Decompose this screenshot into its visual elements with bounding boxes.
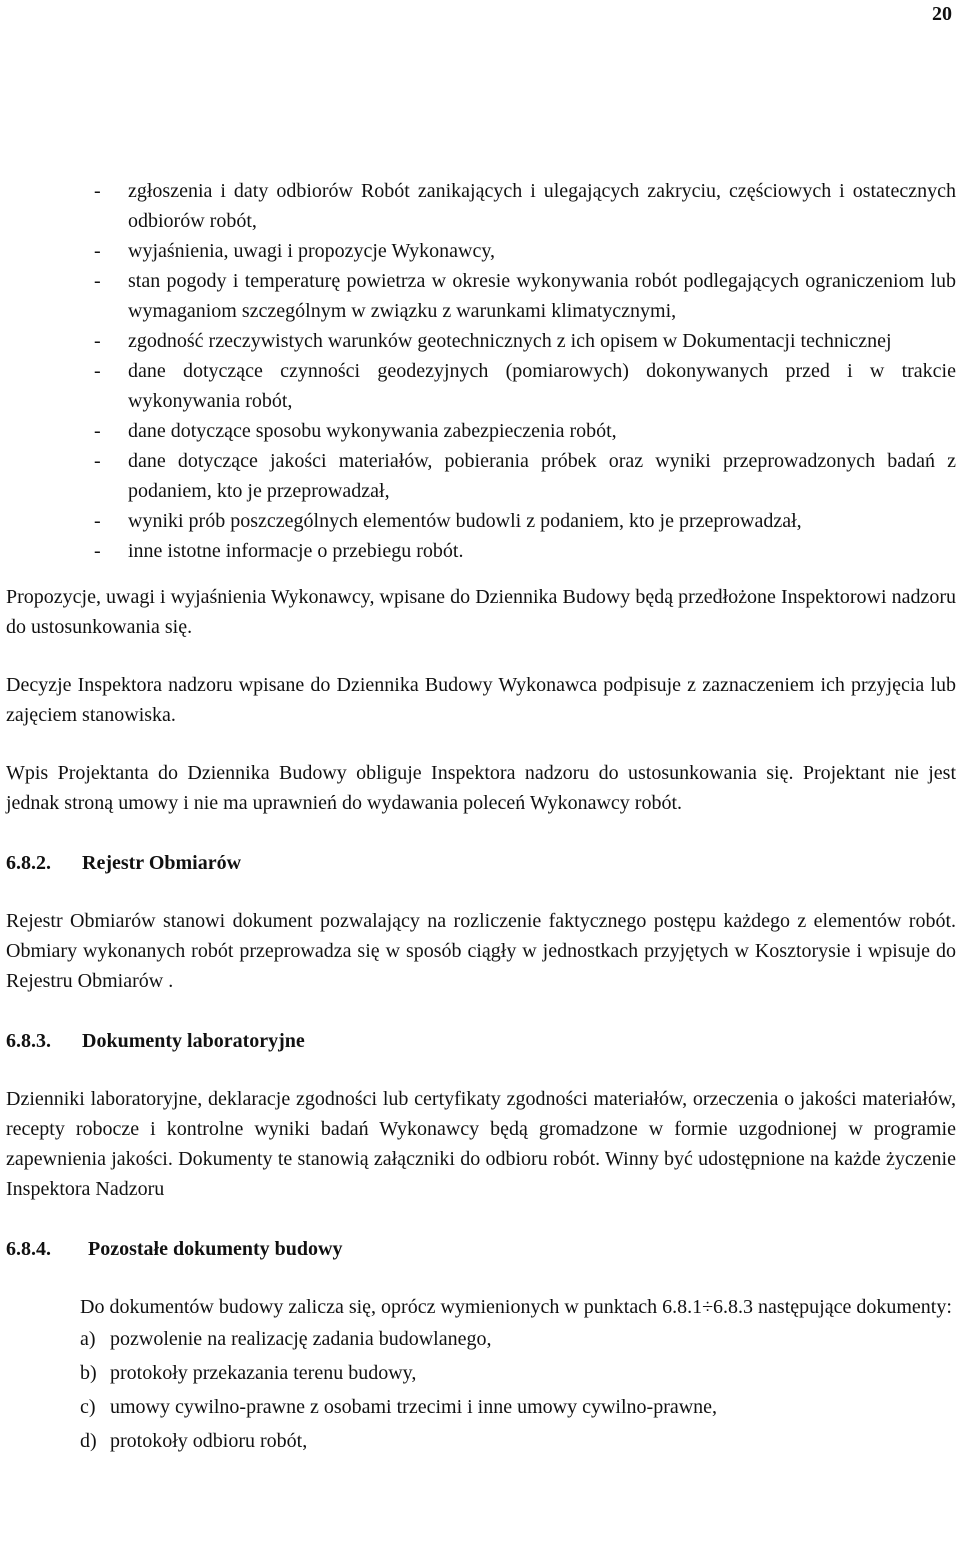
section-heading: [6, 848, 956, 878]
paragraph-designer-entry: Wpis Projektanta do Dziennika Budowy obliguje Inspektora nadzoru do ustosunkowania się. Projektant nie jest jednak stroną umowy i nie ma uprawnień do wydawania poleceń Wykonawcy robót.: [6, 762, 956, 814]
section-body: Rejestr Obmiarów stanowi dokument pozwalający na rozliczenie faktycznego postępu każdego z elementów robót. Obmiary wykonanych robót przeprowadza się w sposób ciągły w jednostkach przyjętych w Kosztorysie i wpisuje do Rejestru Obmiarów .: [6, 910, 956, 992]
page-number: 20: [932, 3, 952, 25]
list-label: a): [80, 1328, 96, 1350]
list-item: [80, 1424, 956, 1458]
list-dash: -: [94, 360, 101, 382]
list-item-text: zgłoszenia i daty odbiorów Robót zanikających i ulegających zakryciu, częściowych i ostatecznych odbiorów robót,: [128, 180, 956, 232]
list-item-text: wyjaśnienia, uwagi i propozycje Wykonawcy,: [128, 240, 496, 262]
section-number: 6.8.2.: [6, 852, 51, 874]
list-item: [92, 416, 956, 446]
section-heading: [6, 1234, 956, 1264]
list-item: [80, 1356, 956, 1390]
list-item: [92, 506, 956, 536]
section-title: Pozostałe dokumenty budowy: [88, 1238, 343, 1260]
list-item-text: dane dotyczące czynności geodezyjnych (pomiarowych) dokonywanych przed i w trakcie wykonywania robót,: [128, 360, 956, 412]
list-dash: -: [94, 180, 101, 202]
list-item: [92, 266, 956, 326]
list-item: [92, 176, 956, 236]
list-item-text: dane dotyczące jakości materiałów, pobierania próbek oraz wyniki przeprowadzonych badań z podaniem, kto je przeprowadzał,: [128, 450, 956, 502]
list-item-text: wyniki prób poszczególnych elementów budowli z podaniem, kto je przeprowadzał,: [128, 510, 802, 532]
list-item-text: umowy cywilno-prawne z osobami trzecimi i inne umowy cywilno-prawne,: [110, 1396, 718, 1418]
list-item: [92, 446, 956, 506]
list-item: [92, 236, 956, 266]
list-item-text: protokoły przekazania terenu budowy,: [110, 1362, 417, 1384]
list-item-text: pozwolenie na realizację zadania budowlanego,: [110, 1328, 492, 1350]
list-dash: -: [94, 450, 101, 472]
paragraph-proposals: Propozycje, uwagi i wyjaśnienia Wykonawcy, wpisane do Dziennika Budowy będą przedłożone Inspektorowi nadzoru do ustosunkowania się.: [6, 586, 956, 638]
list-item: [92, 536, 956, 566]
list-item-text: inne istotne informacje o przebiegu robót.: [128, 540, 464, 562]
section-number: 6.8.3.: [6, 1030, 51, 1052]
list-label: b): [80, 1362, 97, 1384]
section-heading: [6, 1026, 956, 1056]
list-item: [80, 1390, 956, 1424]
section-number: 6.8.4.: [6, 1238, 51, 1260]
paragraph-decisions: Decyzje Inspektora nadzoru wpisane do Dziennika Budowy Wykonawca podpisuje z zaznaczeniem ich przyjęcia lub zajęciem stanowiska.: [6, 674, 956, 726]
list-item-text: protokoły odbioru robót,: [110, 1430, 308, 1452]
list-item: [92, 356, 956, 416]
list-item: [80, 1322, 956, 1356]
list-dash: -: [94, 330, 101, 352]
section-body: Do dokumentów budowy zalicza się, oprócz wymienionych w punktach 6.8.1÷6.8.3 następujące dokumenty:: [80, 1296, 952, 1318]
list-label: c): [80, 1396, 96, 1418]
list-item-text: stan pogody i temperaturę powietrza w okresie wykonywania robót podlegających ograniczeniom lub wymaganiom szczególnym w związku z warunkami klimatycznymi,: [128, 270, 956, 322]
list-item: [92, 326, 956, 356]
list-item-text: zgodność rzeczywistych warunków geotechnicznych z ich opisem w Dokumentacji technicznej: [128, 330, 892, 352]
section-title: Rejestr Obmiarów: [82, 852, 242, 874]
section-title: Dokumenty laboratoryjne: [82, 1030, 305, 1052]
bullet-list: [92, 176, 956, 566]
list-dash: -: [94, 240, 101, 262]
list-dash: -: [94, 510, 101, 532]
documents-list: [80, 1322, 956, 1458]
list-dash: -: [94, 420, 101, 442]
list-label: d): [80, 1430, 97, 1452]
section-body: Dzienniki laboratoryjne, deklaracje zgodności lub certyfikaty zgodności materiałów, orzeczenia o jakości materiałów, recepty robocze i kontrolne wyniki badań Wykonawcy będą gromadzone w formie uzgodnionej w programie zapewnienia jakości. Dokumenty te stanowią załączniki do odbioru robót. Winny być udostępnione na każde życzenie Inspektora Nadzoru: [6, 1088, 956, 1200]
list-item-text: dane dotyczące sposobu wykonywania zabezpieczenia robót,: [128, 420, 617, 442]
document-body: [6, 176, 956, 1458]
list-dash: -: [94, 540, 101, 562]
list-dash: -: [94, 270, 101, 292]
